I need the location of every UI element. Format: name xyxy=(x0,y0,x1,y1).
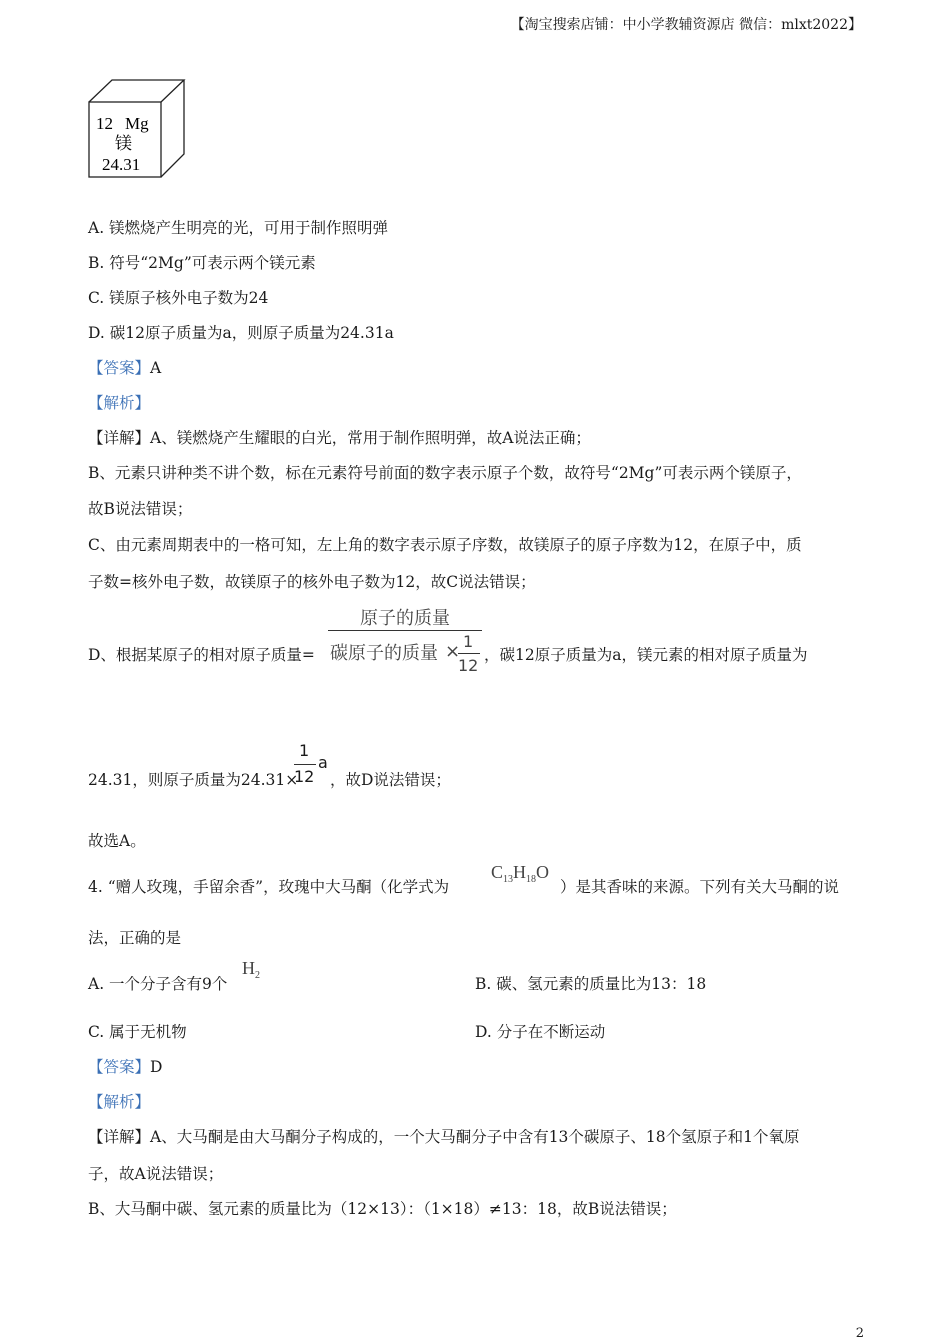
q3-detail-c1: C、由元素周期表中的一格可知，左上角的数字表示原子序数，故镁原子的原子序数为12，在原子中，质 xyxy=(88,536,802,554)
element-mass: 24.31 xyxy=(102,155,141,174)
q4-option-a-text: A. 一个分子含有9个 xyxy=(88,975,228,993)
q4-stem-suffix: ）是其香味的来源。下列有关大马酮的说 xyxy=(560,878,840,896)
formula-h-sub: 18 xyxy=(526,874,537,885)
q4-stem-line2: 法，正确的是 xyxy=(88,929,182,947)
q3-detail-b2: 故B说法错误； xyxy=(88,500,193,518)
formula-c: C xyxy=(491,862,504,882)
q4-detail-a1: 【详解】A、大马酮是由大马酮分子构成的，一个大马酮分子中含有13个碳原子、18个氢原子和1个氧原 xyxy=(88,1128,800,1146)
q4-option-c: C. 属于无机物 xyxy=(88,1023,187,1041)
answer-label: 【答案】 xyxy=(88,359,151,377)
formula-bar xyxy=(328,630,482,631)
q4-stem-prefix: 4. “赠人玫瑰，手留余香”，玫瑰中大马酮（化学式为 xyxy=(88,878,450,896)
q4-detail-a2: 子，故A说法错误； xyxy=(88,1165,224,1183)
q4-option-d: D. 分子在不断运动 xyxy=(475,1023,606,1041)
element-card xyxy=(86,78,190,182)
d2-one: 1 xyxy=(299,741,310,760)
q3-analysis-label: 【解析】 xyxy=(88,394,151,412)
q3-option-b: B. 符号“2Mg”可表示两个镁元素 xyxy=(88,254,316,272)
formula-one: 1 xyxy=(463,632,474,651)
element-name: 镁 xyxy=(115,134,132,154)
q3-option-c: C. 镁原子核外电子数为24 xyxy=(88,289,269,307)
page-header: 【淘宝搜索店铺：中小学教辅资源店 微信：mlxt2022】 xyxy=(510,17,862,33)
q3-answer xyxy=(88,356,161,378)
formula-o: O xyxy=(536,862,550,882)
q3-detail-c2: 子数=核外电子数，故镁原子的核外电子数为12，故C说法错误； xyxy=(88,573,536,591)
q4-option-a-formula xyxy=(242,958,260,981)
formula-times: × xyxy=(445,641,461,662)
q3-detail-d-prefix: D、根据某原子的相对原子质量= xyxy=(88,646,315,664)
formula-small-bar xyxy=(458,653,480,654)
h2-sub: 2 xyxy=(255,970,260,981)
q3-detail-a: 【详解】A、镁燃烧产生耀眼的白光，常用于制作照明弹，故A说法正确； xyxy=(88,429,591,447)
q3-option-d: D. 碳12原子质量为a，则原子质量为24.31a xyxy=(88,324,394,342)
q3-option-a: A. 镁燃烧产生明亮的光，可用于制作照明弹 xyxy=(88,219,389,237)
formula-numerator: 原子的质量 xyxy=(360,608,450,629)
q4-option-b: B. 碳、氢元素的质量比为13：18 xyxy=(475,975,707,993)
q3-detail-b1: B、元素只讲种类不讲个数，标在元素符号前面的数字表示原子个数，故符号“2Mg”可表示两个镁原子， xyxy=(88,464,802,482)
element-number: 12 xyxy=(96,114,113,133)
d2-twelve: 12 xyxy=(294,767,315,786)
element-symbol: Mg xyxy=(125,114,149,133)
formula-h: H xyxy=(513,862,527,882)
answer-value: A xyxy=(150,359,162,377)
d2-bar xyxy=(294,764,316,765)
q3-conclusion: 故选A。 xyxy=(88,832,146,850)
q4-formula xyxy=(491,862,549,885)
q4-analysis-label: 【解析】 xyxy=(88,1093,151,1111)
q3-detail-d-suffix: ，碳12原子质量为a，镁元素的相对原子质量为 xyxy=(484,646,808,664)
formula-twelve: 12 xyxy=(458,656,479,675)
answer-label: 【答案】 xyxy=(88,1058,151,1076)
page-number: 2 xyxy=(855,1326,864,1341)
q3-detail-d2-suffix: ，故D说法错误； xyxy=(330,771,451,789)
q4-option-a xyxy=(88,972,227,994)
d2-a: a xyxy=(318,753,328,772)
formula-denominator: 碳原子的质量 xyxy=(330,643,438,664)
h2-h: H xyxy=(242,958,255,978)
q4-detail-b: B、大马酮中碳、氢元素的质量比为（12×13）：（1×18）≠13：18，故B说法错误； xyxy=(88,1200,677,1218)
formula-c-sub: 13 xyxy=(503,874,514,885)
answer-value: D xyxy=(150,1058,163,1076)
q3-detail-d2-prefix: 24.31，则原子质量为24.31× xyxy=(88,771,299,789)
q4-answer xyxy=(88,1055,162,1077)
